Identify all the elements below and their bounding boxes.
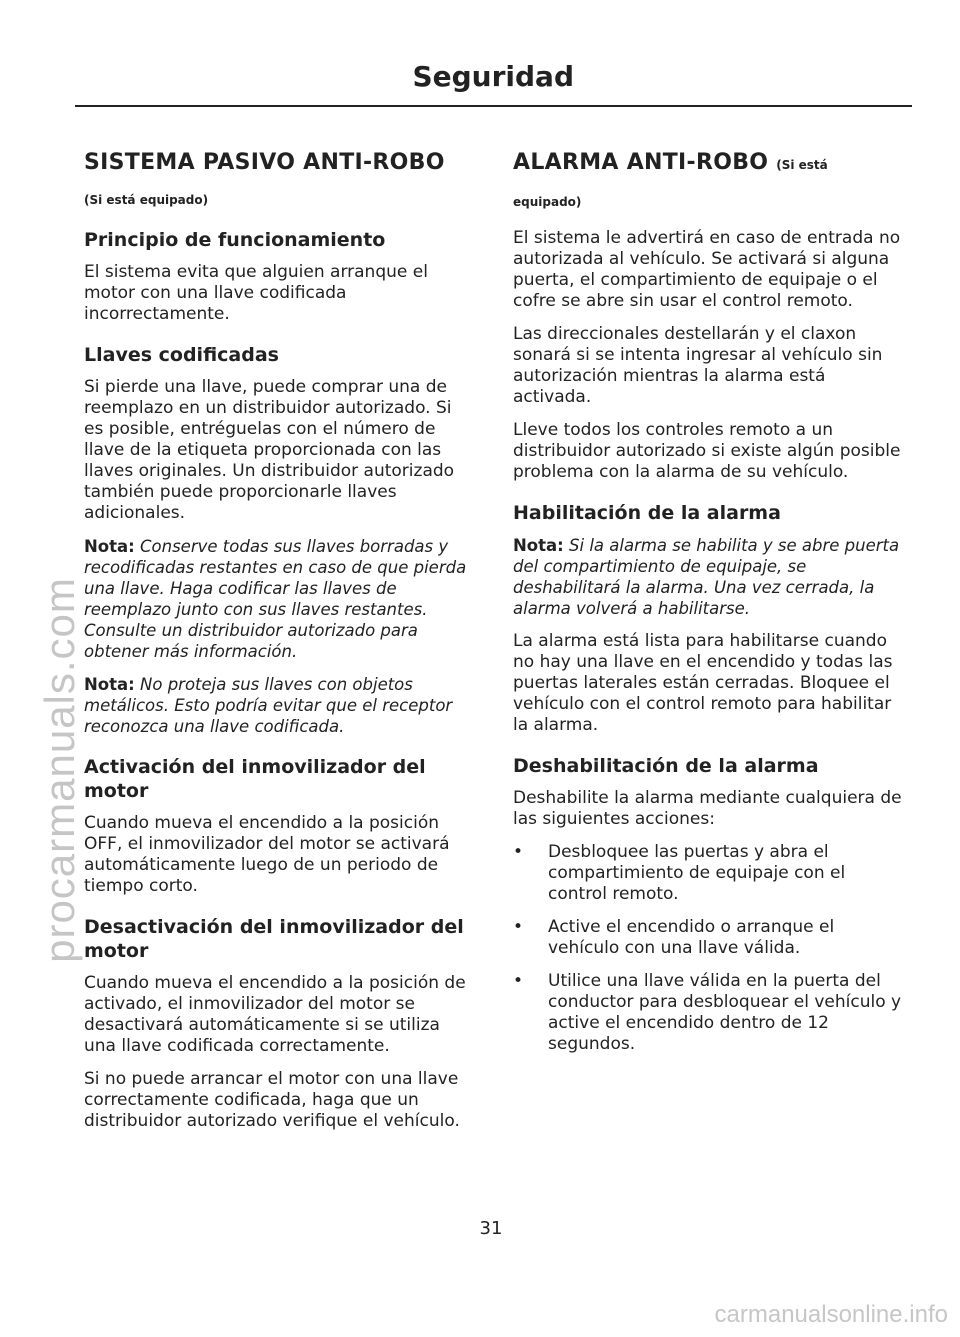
bullet-mark: • bbox=[513, 917, 524, 937]
note-label: Nota: bbox=[84, 675, 135, 694]
note-text: No proteja sus llaves con objetos metálicos. Esto podría evitar que el receptor reconozca una llave codificada. bbox=[84, 675, 453, 736]
paragraph: Las direccionales destellarán y el claxon sonará si se intenta ingresar al vehículo sin autorización mientras la alarma está activada. bbox=[513, 324, 883, 407]
right-column bbox=[513, 140, 905, 1067]
bullet-mark: • bbox=[513, 971, 524, 991]
bullet-mark: • bbox=[513, 842, 524, 862]
paragraph: La alarma está lista para habilitarse cuando no hay una llave en el encendido y todas las puertas laterales están cerradas. Bloquee el vehículo con el control remoto para habilitar la alarma. bbox=[513, 631, 893, 735]
note bbox=[513, 535, 905, 619]
paragraph: Cuando mueva el encendido a la posición OFF, el inmovilizador del motor se activará automáticamente luego de un periodo de tiempo corto. bbox=[84, 813, 450, 896]
paragraph: Cuando mueva el encendido a la posición de activado, el inmovilizador del motor se desactivará automáticamente si se utiliza una llave codificada correctamente. bbox=[84, 973, 466, 1056]
paragraph: El sistema evita que alguien arranque el motor con una llave codificada incorrectamente. bbox=[84, 262, 428, 324]
paragraph: Si pierde una llave, puede comprar una de reemplazo en un distribuidor autorizado. Si es posible, entréguelas con el número de llave de la etiqueta proporcionada con las llaves originales. Un distribuidor autorizado también puede proporcionarle llaves adicionales. bbox=[84, 377, 455, 523]
note bbox=[84, 674, 476, 737]
page-header-title: Seguridad bbox=[412, 60, 574, 93]
section-subtitle: equipado) bbox=[513, 195, 582, 209]
page-number: 31 bbox=[479, 1218, 503, 1239]
note-text: Conserve todas sus llaves borradas y recodificadas restantes en caso de que pierda una llave. Haga codificar las llaves de reemplazo junto con sus llaves restantes. Consulte un distribuidor autorizado para obtener más información. bbox=[84, 537, 467, 661]
list-item bbox=[513, 917, 905, 959]
left-column bbox=[84, 140, 476, 1144]
list-item-text: Utilice una llave válida en la puerta del conductor para desbloquear el vehículo y active el encendido dentro de 12 segundos. bbox=[548, 971, 902, 1054]
section-subtitle: (Si está equipado) bbox=[84, 193, 209, 207]
section-title-passive-anti-theft: SISTEMA PASIVO ANTI-ROBO bbox=[84, 150, 445, 175]
paragraph: El sistema le advertirá en caso de entrada no autorizada al vehículo. Se activará si alguna puerta, el compartimiento de equipaje o el cofre se abre sin usar el control remoto. bbox=[513, 228, 901, 311]
paragraph: Lleve todos los controles remoto a un distribuidor autorizado si existe algún posible problema con la alarma de su vehículo. bbox=[513, 420, 901, 482]
watermark-side bbox=[36, 500, 83, 1040]
heading-immobilizer-activation: Activación del inmovilizador del motor bbox=[84, 756, 426, 802]
note-label: Nota: bbox=[84, 537, 135, 556]
note-text: Si la alarma se habilita y se abre puerta del compartimiento de equipaje, se deshabilitará la alarma. Una vez cerrada, la alarma volverá a habilitarse. bbox=[513, 536, 900, 618]
note-label: Nota: bbox=[513, 536, 564, 555]
bullet-list bbox=[513, 842, 905, 1055]
paragraph: Deshabilite la alarma mediante cualquiera de las siguientes acciones: bbox=[513, 788, 902, 829]
list-item bbox=[513, 842, 905, 905]
title-small: (Si está bbox=[776, 158, 828, 172]
heading-coded-keys: Llaves codificadas bbox=[84, 344, 279, 366]
heading-immobilizer-deactivation: Desactivación del inmovilizador del motor bbox=[84, 916, 464, 962]
section-title-anti-theft-alarm bbox=[513, 140, 905, 188]
note bbox=[84, 536, 476, 662]
list-item-text: Desbloquee las puertas y abra el compartimiento de equipaje con el control remoto. bbox=[548, 842, 846, 904]
list-item-text: Active el encendido o arranque el vehículo con una llave válida. bbox=[548, 917, 835, 958]
heading-alarm-enable: Habilitación de la alarma bbox=[513, 502, 781, 524]
heading-operating-principle: Principio de funcionamiento bbox=[84, 229, 386, 251]
watermark-side-text: procarmanuals.com bbox=[36, 577, 83, 963]
header-rule bbox=[75, 105, 912, 107]
heading-alarm-disable: Deshabilitación de la alarma bbox=[513, 755, 819, 777]
watermark-corner: carmanualsonline.info bbox=[714, 1301, 948, 1328]
list-item bbox=[513, 971, 905, 1055]
paragraph: Si no puede arrancar el motor con una llave correctamente codificada, haga que un distribuidor autorizado verifique el vehículo. bbox=[84, 1069, 460, 1131]
title-main: ALARMA ANTI-ROBO bbox=[513, 150, 769, 175]
